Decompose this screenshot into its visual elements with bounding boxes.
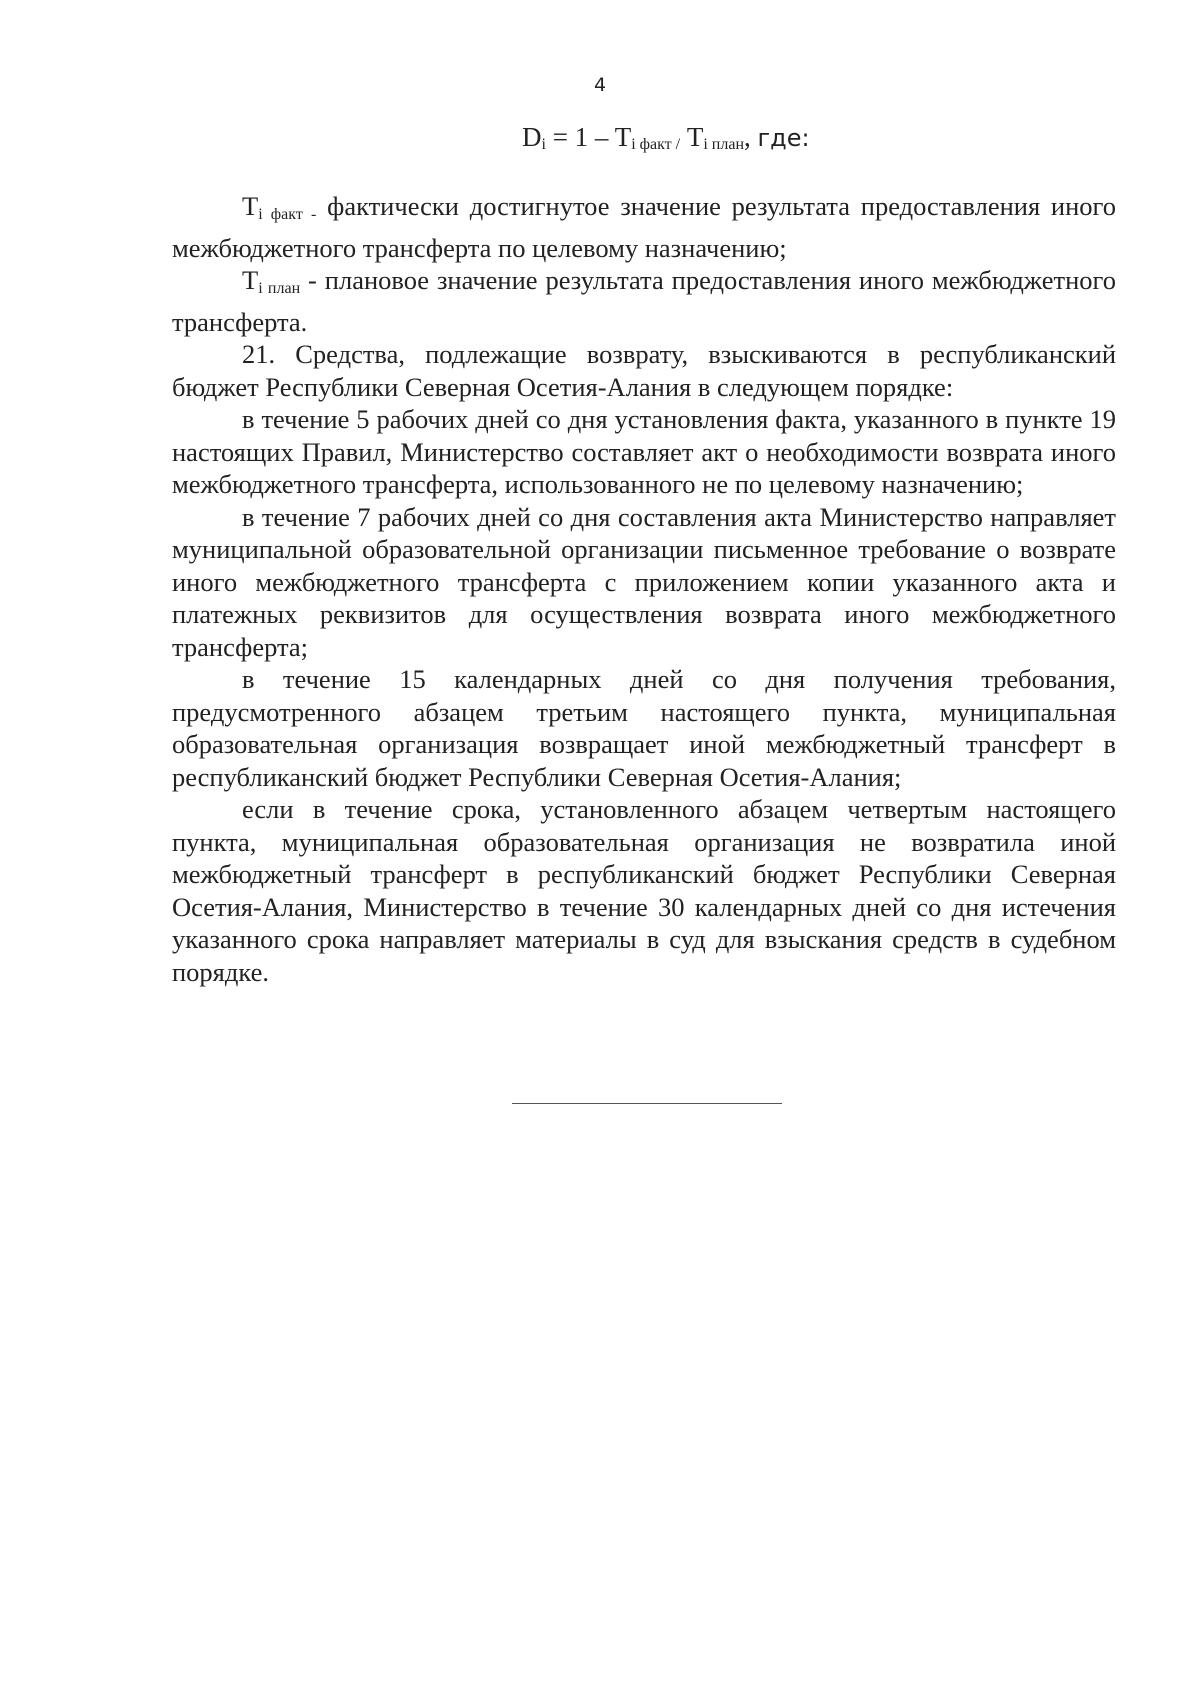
formula-where: где: bbox=[757, 124, 810, 152]
plan-symbol-subscript: i план bbox=[258, 280, 301, 297]
paragraph-fact-definition bbox=[172, 190, 1116, 264]
formula-tail: , bbox=[744, 122, 758, 152]
paragraph-step-3: в течение 15 календарных дней со дня получения требования, предусмотренного абзацем третьим настоящего пункта, муниципальная образовательная организация возвращает иной межбюджетный трансферт в республиканский бюджет Республики Северная Осетия-Алания; bbox=[172, 664, 1116, 792]
page-number: 4 bbox=[593, 74, 607, 96]
formula-lhs: D bbox=[522, 122, 542, 152]
paragraph-step-2: в течение 7 рабочих дней со дня составления акта Министерство направляет муниципальной образовательной организации письменное требование о возврате иного межбюджетного трансферта с приложением копии указанного акта и платежных реквизитов для осуществления возврата иного межбюджетного трансферта; bbox=[172, 501, 1116, 662]
fact-symbol: T bbox=[242, 191, 259, 221]
fact-symbol-subscript: i факт - bbox=[258, 206, 317, 223]
paragraph-step-4: если в течение срока, установленного абзацем четвертым настоящего пункта, муниципальная образовательная организация не возвратила иной межбюджетный трансферт в республиканский бюджет Республики Северная Осетия-Алания, Министерство в течение 30 календарных дней со дня истечения указанного срока направляет материалы в суд для взыскания средств в судебном порядке. bbox=[172, 794, 1116, 987]
formula-lhs-subscript: i bbox=[541, 136, 546, 153]
formula-equals: = 1 – T bbox=[545, 122, 632, 152]
end-separator-line bbox=[512, 1103, 782, 1104]
formula bbox=[522, 122, 810, 154]
paragraph-item-21: 21. Средства, подлежащие возврату, взыскиваются в республиканский бюджет Республики Северная Осетия-Алания в следующем порядке: bbox=[172, 339, 1116, 402]
formula-plan-subscript: i план bbox=[703, 136, 745, 153]
plan-symbol: T bbox=[242, 265, 259, 295]
plan-definition-text: - плановое значение результата предоставления иного межбюджетного трансферта. bbox=[172, 265, 1117, 337]
paragraph-step-1: в течение 5 рабочих дней со дня установления факта, указанного в пункте 19 настоящих Правил, Министерство составляет акт о необходимости возврата иного межбюджетного трансферта, использованного не по целевому назначению; bbox=[172, 404, 1116, 499]
paragraph-plan-definition bbox=[172, 264, 1116, 338]
fact-definition-text: фактически достигнутое значение результата предоставления иного межбюджетного трансферта по целевому назначению; bbox=[172, 191, 1117, 263]
formula-mid: T bbox=[680, 122, 704, 152]
body-text bbox=[172, 190, 1116, 988]
formula-fact-subscript: i факт / bbox=[631, 136, 681, 153]
